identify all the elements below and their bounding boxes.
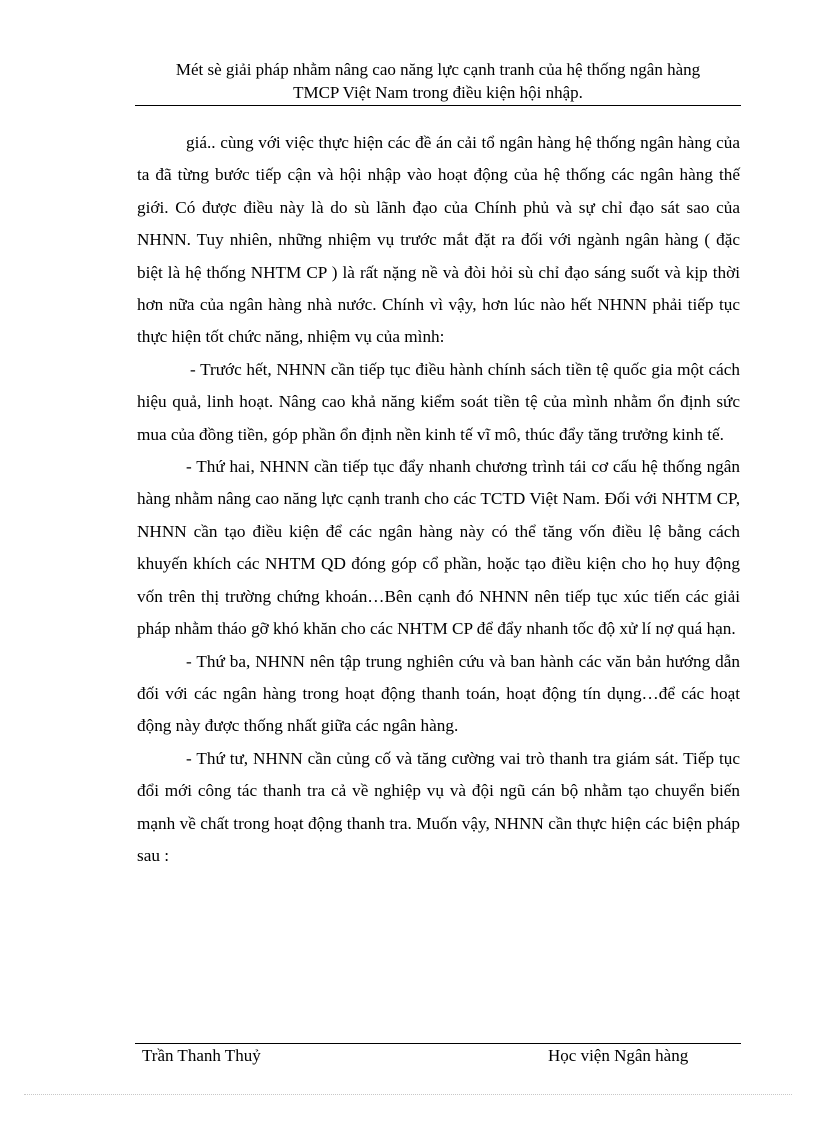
paragraph-third-task: - Thứ ba, NHNN nên tập trung nghiên cứu và ban hành các văn bản hướng dẫn đối với các ngân hàng trong hoạt động thanh toán, hoạt động tín dụng…để các hoạt động này được thống nhất giữa các ngân hàng.: [137, 651, 740, 736]
footer-author: Trần Thanh Thuỷ: [142, 1046, 261, 1065]
document-body: [137, 127, 740, 872]
page-bottom-edge: [24, 1094, 792, 1095]
page-header: [135, 58, 741, 106]
footer-divider: [135, 1043, 741, 1044]
paragraph-fourth-task: - Thứ tư, NHNN cần củng cố và tăng cường vai trò thanh tra giám sát. Tiếp tục đổi mới công tác thanh tra cả về nghiệp vụ và đội ngũ cán bộ nhằm tạo chuyển biến mạnh về chất trong hoạt động thanh tra. Muốn vậy, NHNN cần thực hiện các biện pháp sau :: [137, 748, 740, 865]
paragraph-first-task: - Trước hết, NHNN cần tiếp tục điều hành chính sách tiền tệ quốc gia một cách hiệu quả, linh hoạt. Nâng cao khả năng kiểm soát tiền tệ của mình nhằm ổn định sức mua của đồng tiền, góp phần ổn định nền kinh tế vĩ mô, thúc đẩy tăng trưởng kinh tế.: [137, 359, 740, 444]
paragraph-second-task: - Thứ hai, NHNN cần tiếp tục đẩy nhanh chương trình tái cơ cấu hệ thống ngân hàng nhằm nâng cao năng lực cạnh tranh cho các TCTD Việt Nam. Đối với NHTM CP, NHNN cần tạo điều kiện để các ngân hàng này có thể tăng vốn điều lệ bằng cách khuyến khích các NHTM QD đóng góp cổ phần, hoặc tạo điều kiện cho họ huy động vốn trên thị trường chứng khoán…Bên cạnh đó NHNN nên tiếp tục xúc tiến các giải pháp nhằm tháo gỡ khó khăn cho các NHTM CP để đẩy nhanh tốc độ xử lí nợ quá hạn.: [137, 457, 740, 639]
footer-institution: Học viện Ngân hàng: [548, 1046, 689, 1065]
header-title-line-1: Mét sè giải pháp nhằm nâng cao năng lực cạnh tranh của hệ thống ngân hàng: [175, 60, 701, 79]
paragraph-intro: giá.. cùng với việc thực hiện các đề án cải tổ ngân hàng hệ thống ngân hàng của ta đã từng bước tiếp cận và hội nhập vào hoạt động của hệ thống các ngân hàng thế giới. Có được điều này là do sù lãnh đạo của Chính phủ và sự chỉ đạo sát sao của NHNN. Tuy nhiên, những nhiệm vụ trước mắt đặt ra đối với ngành ngân hàng ( đặc biệt là hệ thống NHTM CP ) là rất nặng nề và đòi hỏi sù chỉ đạo sáng suốt và kịp thời hơn nữa của ngân hàng nhà nước. Chính vì vậy, hơn lúc nào hết NHNN phải tiếp tục thực hiện tốt chức năng, nhiệm vụ của mình:: [137, 133, 740, 347]
header-title-line-2: TMCP Việt Nam trong điều kiện hội nhập.: [293, 83, 583, 102]
